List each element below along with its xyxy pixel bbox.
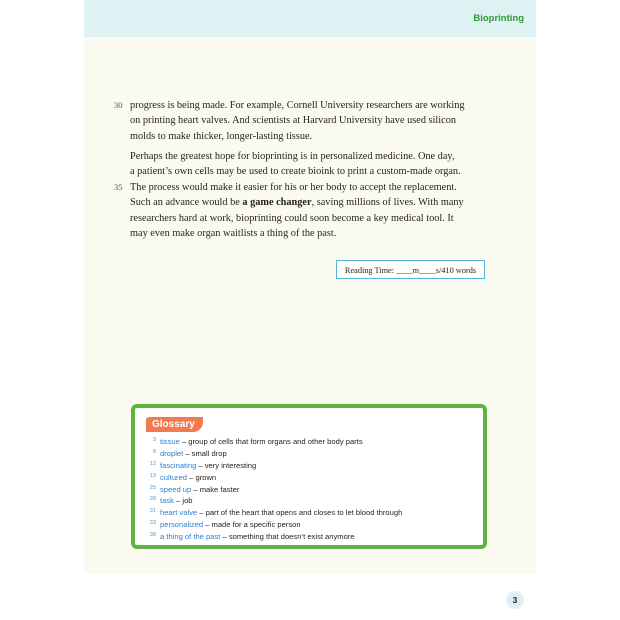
glossary-definition: – something that doesn’t exist anymore — [220, 532, 355, 542]
glossary-title: Glossary — [146, 417, 203, 432]
glossary-definition: – group of cells that form organs and other body parts — [179, 437, 363, 446]
text-line — [130, 195, 525, 210]
book-page — [84, 0, 536, 574]
line-text-post: , saving millions of lives. With many — [311, 197, 464, 209]
glossary-term: speed up — [160, 484, 192, 494]
glossary-item — [135, 531, 483, 543]
text-line — [130, 149, 525, 164]
line-text: progress is being made. For example, Cornell University researchers are working — [130, 100, 465, 111]
glossary-definition: – part of the heart that opens and closes to let blood through — [197, 508, 403, 518]
glossary-item — [135, 460, 483, 472]
glossary-line-number: 33 — [149, 520, 156, 527]
glossary-definition: – grown — [187, 472, 217, 482]
paragraph-1 — [114, 98, 525, 144]
line-text: researchers hard at work, bioprinting could soon become a key medical tool. It — [130, 212, 454, 224]
line-text: on printing heart valves. And scientists at Harvard University have used silicon — [130, 115, 456, 127]
glossary-line-number: 13 — [149, 472, 156, 479]
glossary-line-number: 25 — [149, 484, 156, 491]
glossary-definition: – very interesting — [196, 460, 257, 470]
glossary-item — [135, 495, 483, 507]
paragraph-2 — [114, 149, 525, 241]
glossary-term: tissue — [160, 437, 180, 446]
glossary-term: personalized — [160, 520, 204, 530]
page-header — [84, 0, 536, 37]
line-number: 35 — [114, 181, 123, 192]
text-line — [130, 164, 525, 179]
glossary-term: fascinating — [160, 460, 197, 470]
line-number: 30 — [114, 100, 123, 110]
glossary-item — [135, 472, 483, 484]
page-number: 3 — [506, 591, 524, 609]
glossary-line-number: 31 — [149, 508, 156, 515]
text-line — [130, 113, 525, 128]
glossary-definition: – made for a specific person — [203, 520, 301, 530]
glossary-line-number: 12 — [149, 460, 156, 467]
line-text: a patient’s own cells may be used to create bioink to print a custom-made organ. — [130, 166, 461, 178]
glossary-line-number: 8 — [152, 448, 156, 455]
glossary-term: task — [160, 496, 174, 506]
reading-time-box: Reading Time: ____m____s/410 words — [336, 260, 485, 279]
text-line — [114, 180, 525, 195]
glossary-definition: – small drop — [183, 448, 227, 458]
glossary-item — [135, 448, 483, 460]
bold-term: a game changer — [242, 197, 312, 209]
line-text: molds to make thicker, longer-lasting tissue. — [130, 130, 313, 142]
glossary-item — [135, 484, 483, 496]
line-text: may even make organ waitlists a thing of the past. — [130, 228, 337, 240]
glossary-item — [135, 507, 483, 519]
header-title: Bioprinting — [473, 13, 524, 24]
line-text: Perhaps the greatest hope for bioprinting is in personalized medicine. One day, — [130, 151, 455, 162]
glossary-line-number: 38 — [149, 532, 156, 539]
glossary-box — [131, 404, 487, 549]
glossary-definition: – make faster — [191, 484, 240, 494]
line-text-pre: Such an advance would be — [130, 197, 243, 209]
glossary-line-number: 28 — [149, 496, 156, 503]
text-line — [130, 226, 525, 241]
glossary-term: a thing of the past — [160, 532, 221, 542]
glossary-definition: – job — [173, 496, 193, 506]
glossary-list — [135, 436, 483, 543]
line-text: The process would make it easier for his or her body to accept the replacement. — [130, 181, 457, 193]
glossary-item — [135, 519, 483, 531]
text-line — [114, 98, 525, 113]
glossary-line-number: 3 — [152, 437, 156, 443]
glossary-item — [135, 436, 483, 448]
text-line — [130, 211, 525, 226]
glossary-term: droplet — [160, 448, 184, 458]
text-line — [130, 129, 525, 144]
glossary-term: cultured — [160, 472, 188, 482]
glossary-term: heart valve — [160, 508, 198, 518]
